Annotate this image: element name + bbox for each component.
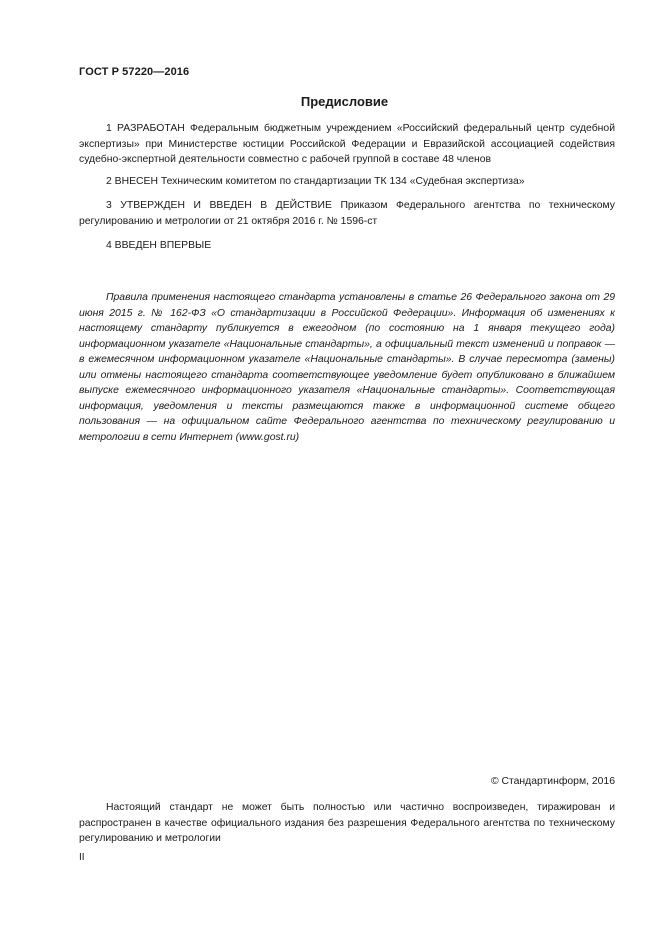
rights-notice: Настоящий стандарт не может быть полностью или частично воспроизведен, тиражирован и распространен в качестве официального издания без разрешения Федерального агентства по техническому регулированию и метрологии xyxy=(79,802,615,844)
page-number: II xyxy=(79,852,85,863)
standard-code: ГОСТ Р 57220—2016 xyxy=(79,66,190,78)
paragraph-introduced-by: 2 ВНЕСЕН Техническим комитетом по стандартизации ТК 134 «Судебная экспертиза» xyxy=(106,176,525,187)
paragraph-first-introduced: 4 ВВЕДЕН ВПЕРВЫЕ xyxy=(106,240,212,251)
paragraph-developed-by: 1 РАЗРАБОТАН Федеральным бюджетным учреждением «Российский федеральный центр судебной экспертизы» при Министерстве юстиции Российской Федерации и Евразийской ассоциацией содействия судебно-экспертной деятельности совместно с рабочей группой в составе 48 членов xyxy=(79,123,615,165)
application-rules-note: Правила применения настоящего стандарта установлены в статье 26 Федерального закона от 29 июня 2015 г. № 162-ФЗ «О стандартизации в Российской Федерации». Информация об изменениях к настоящему стандарту публикуется в ежегодном (по состоянию на 1 января текущего года) информационном указателе «Национальные стандарты», а официальный текст изменений и поправок — в ежемесячном информационном указателе «Национальные стандарты». В случае пересмотра (замены) или отмены настоящего стандарта соответствующее уведомление будет опубликовано в ближайшем выпуске ежемесячного информационного указателя «Национальные стандарты». Соответствующая информация, уведомления и тексты размещаются также в информационной системе общего пользования — на официальном сайте Федерального агентства по техническому регулированию и метрологии в сети Интернет (www.gost.ru) xyxy=(79,292,615,443)
section-title: Предисловие xyxy=(300,94,389,109)
copyright-line: © Стандартинформ, 2016 xyxy=(490,776,615,787)
paragraph-approved: 3 УТВЕРЖДЕН И ВВЕДЕН В ДЕЙСТВИЕ Приказом Федерального агентства по техническому регулированию и метрологии от 21 октября 2016 г. № 1596-ст xyxy=(79,200,615,227)
